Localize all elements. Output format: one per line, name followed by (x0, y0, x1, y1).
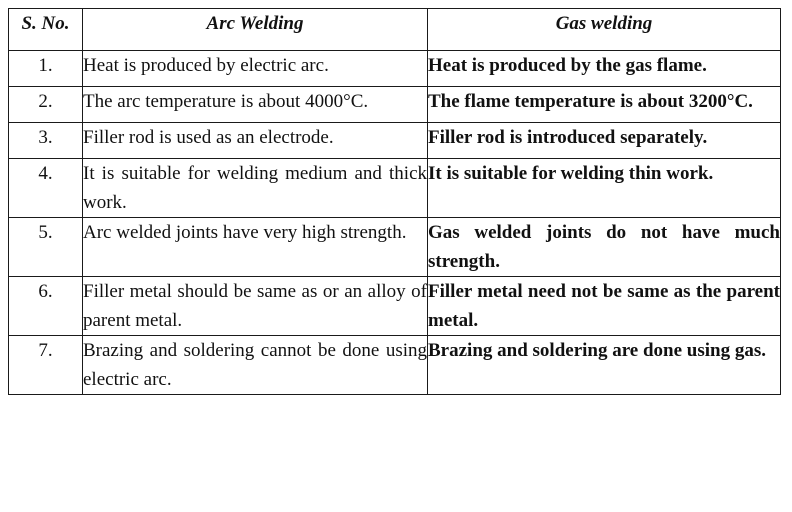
comparison-table (8, 8, 781, 395)
serial-number: 6. (9, 277, 83, 336)
arc-welding-cell: The arc temperature is about 4000°C. (83, 87, 428, 123)
gas-welding-cell: Gas welded joints do not have much strength. (428, 218, 781, 277)
header-sno: S. No. (9, 9, 83, 51)
table-row (9, 87, 781, 123)
header-arc-welding: Arc Welding (83, 9, 428, 51)
gas-welding-cell: The flame temperature is about 3200°C. (428, 87, 781, 123)
arc-welding-cell: Filler metal should be same as or an alloy of parent metal. (83, 277, 428, 336)
serial-number: 5. (9, 218, 83, 277)
gas-welding-cell: Filler metal need not be same as the parent metal. (428, 277, 781, 336)
arc-welding-cell: Heat is produced by electric arc. (83, 51, 428, 87)
table-row (9, 51, 781, 87)
gas-welding-cell: It is suitable for welding thin work. (428, 159, 781, 218)
arc-welding-cell: It is suitable for welding medium and thick work. (83, 159, 428, 218)
gas-welding-cell: Brazing and soldering are done using gas. (428, 336, 781, 395)
serial-number: 2. (9, 87, 83, 123)
arc-welding-cell: Arc welded joints have very high strength. (83, 218, 428, 277)
arc-welding-cell: Brazing and soldering cannot be done using electric arc. (83, 336, 428, 395)
serial-number: 7. (9, 336, 83, 395)
serial-number: 4. (9, 159, 83, 218)
serial-number: 3. (9, 123, 83, 159)
header-row (9, 9, 781, 51)
table-row (9, 159, 781, 218)
gas-welding-cell: Heat is produced by the gas flame. (428, 51, 781, 87)
header-gas-welding: Gas welding (428, 9, 781, 51)
serial-number: 1. (9, 51, 83, 87)
gas-welding-cell: Filler rod is introduced separately. (428, 123, 781, 159)
table-row (9, 277, 781, 336)
arc-welding-cell: Filler rod is used as an electrode. (83, 123, 428, 159)
table-row (9, 123, 781, 159)
table-row (9, 218, 781, 277)
table-row (9, 336, 781, 395)
